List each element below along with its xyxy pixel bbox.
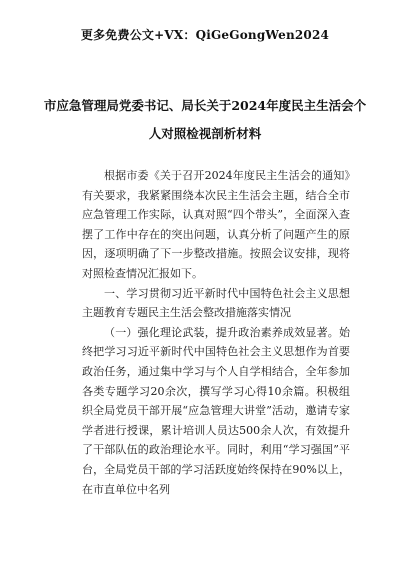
document-title-line-1: 市应急管理局党委书记、局长关于2024年度民主生活会个 — [43, 98, 367, 113]
document-body — [82, 166, 350, 499]
section-heading-1: 一、学习贯彻习近平新时代中国特色社会主义思想主题教育专题民主生活会整改措施落实情况 — [82, 286, 350, 320]
document-title-line-2: 人对照检视剖析材料 — [148, 126, 262, 141]
subsection-paragraph-1: （一）强化理论武装，提升政治素养成效显著。始终把学习习近平新时代中国特色社会主义思想作为首要政治任务，通过集中学习与个人自学相结合，全年参加各类专题学习20余次，撰写学习心得10余篇。积极组织全局党员干部开展“应急管理大讲堂”活动，邀请专家学者进行授课，累计培训人员达500余人次，有效提升了干部队伍的政治理论水平。同时，利用“学习强国”平台，全局党员干部的学习活跃度始终保持在90%以上，在市直单位中名列 — [82, 325, 350, 496]
watermark-header: 更多免费公文+VX：QiGeGongWen2024 — [80, 28, 330, 42]
intro-paragraph: 根据市委《关于召开2024年度民主生活会的通知》有关要求，我紧紧围绕本次民主生活会主题，结合全市应急管理工作实际，认真对照“四个带头”，全面深入查摆了工作中存在的突出问题，认真分析了问题产生的原因，逐项明确了下一步整改措施。按照会议安排，现将对照检查情况汇报如下。 — [82, 169, 350, 280]
